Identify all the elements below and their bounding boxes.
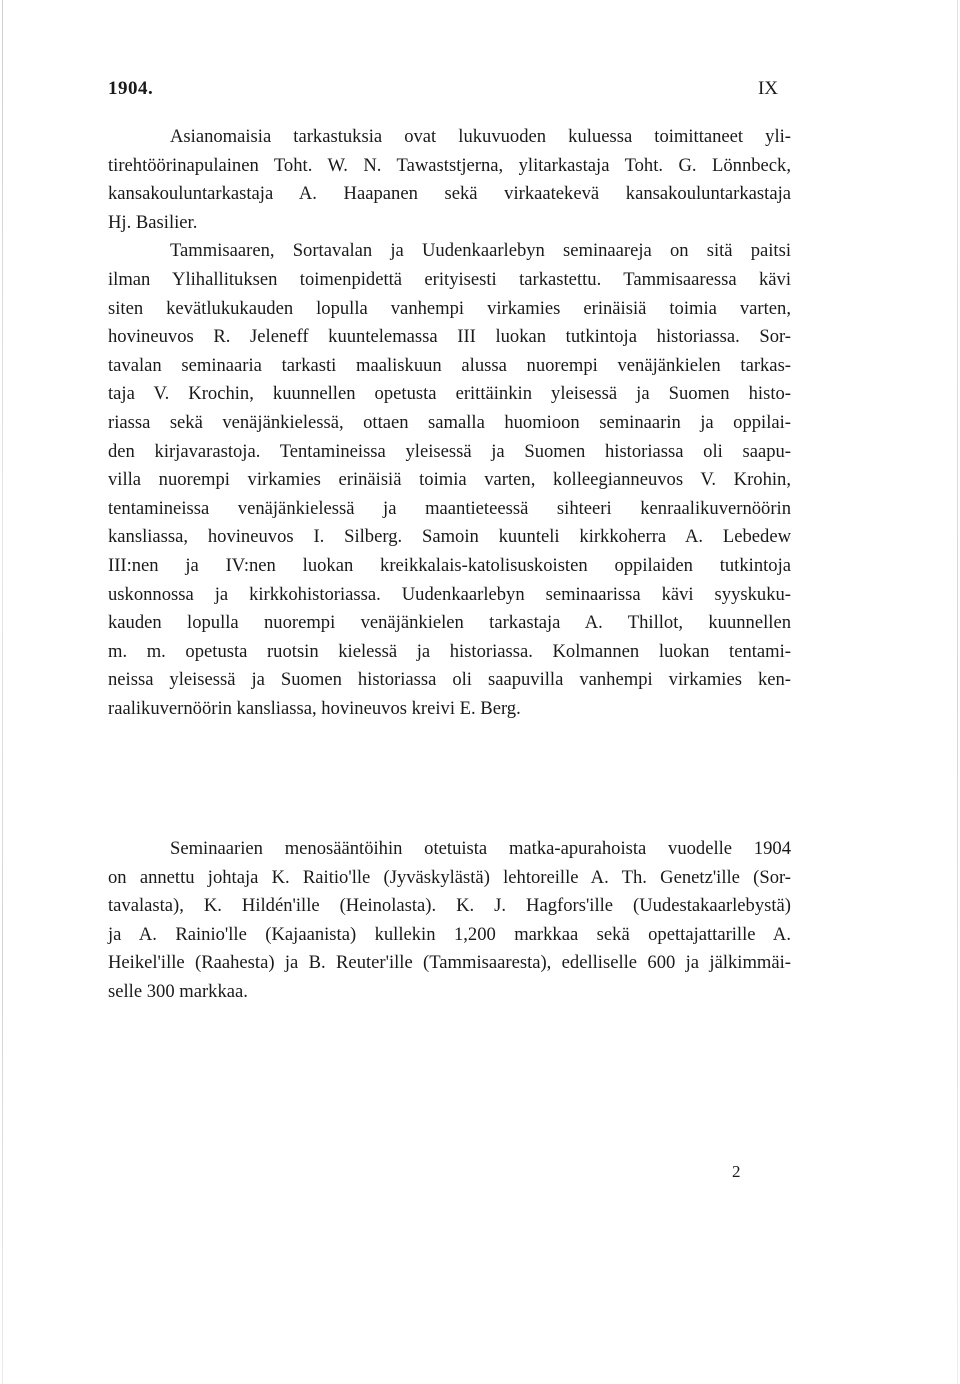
text-line: on annettu johtaja K. Raitio'lle (Jyväskylästä) lehtoreille A. Th. Genetz'ille (Sor- xyxy=(108,866,791,888)
text-line: kansliassa, hovineuvos I. Silberg. Samoin kuunteli kirkkoherra A. Lebedew xyxy=(108,526,791,548)
text-line: neissa yleisessä ja Suomen historiassa oli saapuvilla vanhempi virkamies ken- xyxy=(108,669,791,691)
text-line: Tammisaaren, Sortavalan ja Uudenkaarlebyn seminaareja on sitä paitsi xyxy=(170,240,791,262)
paragraph-travel-grants xyxy=(108,835,791,1007)
scan-edge-right xyxy=(957,0,958,1384)
text-line: den kirjavarastoja. Tentamineissa yleisessä ja Suomen historiassa oli saapu- xyxy=(108,440,791,462)
text-line: selle 300 markkaa. xyxy=(108,980,248,1002)
page-number: 2 xyxy=(732,1162,741,1181)
text-line: ilman Ylihallituksen toimenpidettä erityisesti tarkastettu. Tammisaaressa kävi xyxy=(108,268,791,290)
text-line: villa nuorempi virkamies erinäisiä toimia varten, kolleegianneuvos V. Krohin, xyxy=(108,469,791,491)
text-line: ja A. Rainio'lle (Kajaanista) kullekin 1,200 markkaa sekä opettajattarille A. xyxy=(108,923,791,945)
text-line: kansakouluntarkastaja A. Haapanen sekä virkaatekevä kansakouluntarkastaja xyxy=(108,183,791,205)
header-page-roman: IX xyxy=(757,78,778,99)
text-line: Asianomaisia tarkastuksia ovat lukuvuoden kuluessa toimittaneet yli- xyxy=(170,126,791,147)
text-line: taja V. Krochin, kuunnellen opetusta erittäinkin yleisessä ja Suomen histo- xyxy=(108,383,791,405)
paragraph-inspections xyxy=(108,123,791,723)
text-line: m. m. opetusta ruotsin kielessä ja historiassa. Kolmannen luokan tentami- xyxy=(108,640,791,662)
page-header xyxy=(108,78,778,104)
text-line: Heikel'ille (Raahesta) ja B. Reuter'ille (Tammisaaresta), edelliselle 600 ja jälkimmäi- xyxy=(108,952,791,974)
header-year: 1904. xyxy=(108,78,154,99)
text-line: siten kevätlukukauden lopulla vanhempi virkamies erinäisiä toimia varten, xyxy=(108,297,791,319)
text-line: raalikuvernöörin kansliassa, hovineuvos kreivi E. Berg. xyxy=(108,697,521,719)
text-line: tavalasta), K. Hildén'ille (Heinolasta). K. J. Hagfors'ille (Uudestakaarlebystä) xyxy=(108,895,791,917)
text-line: uskonnossa ja kirkkohistoriassa. Uudenkaarlebyn seminaarissa kävi syyskuku- xyxy=(108,583,791,605)
text-line: hovineuvos R. Jeleneff kuuntelemassa III luokan tutkintoja historiassa. Sor- xyxy=(108,326,791,348)
scan-edge-left xyxy=(2,0,3,1384)
text-line: Hj. Basilier. xyxy=(108,211,198,233)
text-line: tavalan seminaaria tarkasti maaliskuun alussa nuorempi venäjänkielen tarkas- xyxy=(108,354,791,376)
text-line: Seminaarien menosääntöihin otetuista matka-apurahoista vuodelle 1904 xyxy=(170,838,791,859)
text-line: III:nen ja IV:nen luokan kreikkalais-katolisuskoisten oppilaiden tutkintoja xyxy=(108,554,791,576)
text-line: kauden lopulla nuorempi venäjänkielen tarkastaja A. Thillot, kuunnellen xyxy=(108,612,791,634)
text-line: tirehtöörinapulainen Toht. W. N. Tawaststjerna, ylitarkastaja Toht. G. Lönnbeck, xyxy=(108,154,791,176)
text-line: riassa sekä venäjänkielessä, ottaen samalla huomioon seminaarin ja oppilai- xyxy=(108,411,791,433)
text-line: tentamineissa venäjänkielessä ja maantieteessä sihteeri kenraalikuvernöörin xyxy=(108,497,791,519)
